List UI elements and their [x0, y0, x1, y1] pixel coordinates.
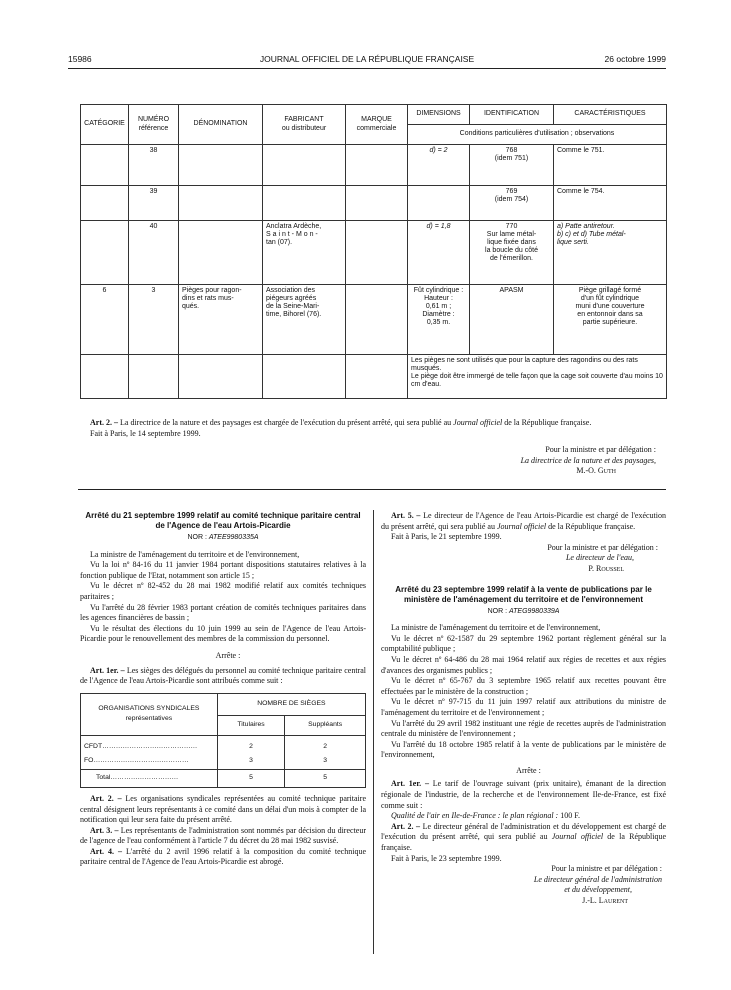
total-row: Total………………………… 5 5	[81, 769, 366, 787]
journal-title: JOURNAL OFFICIEL DE LA RÉPUBLIQUE FRANÇAISE	[259, 54, 475, 64]
header-denomination: DÉNOMINATION	[179, 105, 263, 145]
art2-top: Art. 2. – La directrice de la nature et des paysages est chargée de l'exécution du présent arrêté, qui sera publié au Journal officiel de la République française. Fait à Paris, le 14 septembre 1999. Pour la ministre et par délégation : La directrice de la nature et des paysages, M.-O. Guth	[80, 418, 666, 477]
table-row: 6 3 Pièges pour ragon- dins et rats mus- qués. Association des piégeurs agréés de la Seine-Mari- time, Bihorel (76). Fût cylindrique : Hauteur : 0,61 m ; Diamètre : 0,35 m. APASM Piège grillagé formé d'un fût cylindrique muni d'une couverture en entonnoir dans sa partie supérieure.	[81, 285, 667, 355]
table-row: FO…………………………………… 3 3	[81, 754, 366, 769]
issue-date: 26 octobre 1999	[604, 54, 666, 64]
header-rule	[68, 68, 666, 69]
decree-title-2: Arrêté du 23 septembre 1999 relatif à la vente de publications par le ministère de l'aménagement du territoire et de l'environnement	[395, 584, 652, 604]
header-dimensions: DIMENSIONS	[408, 105, 470, 125]
table-row: 38 d) = 2 768 (idem 751) Comme le 751.	[81, 145, 667, 186]
header-marque: MARQUE commerciale	[346, 105, 408, 145]
header-categorie: CATÉGORIE	[81, 105, 129, 145]
decree-title-1: Arrêté du 21 septembre 1999 relatif au comité technique paritaire central de l'Agence de l'eau Artois-Picardie	[85, 511, 361, 530]
page-header	[68, 54, 666, 68]
fait-date: Fait à Paris, le 14 septembre 1999.	[90, 428, 201, 438]
trap-table	[80, 104, 667, 399]
header-fabricant: FABRICANT ou distributeur	[263, 105, 346, 145]
right-column: Art. 5. – Le directeur de l'Agence de l'eau Artois-Picardie est chargé de l'exécution du présent arrêté, qui sera publié au Journal officiel de la République française. Fait à Paris, le 21 septembre 1999. Pour la ministre et par délégation : Le directeur de l'eau, P. Roussel Arrêté du 23 septembre 1999 relatif à la vente de publications par le ministère de l'aménagement du territoire et de l'environnement NOR : ATEG9980339A La ministre de l'aménagement du territoire et de l'environnement, Vu le décret nº 62-1587 du 29 septembre 1962 portant règlement général sur la comptabilité publique ; Vu le décret nº 64-486 du 28 mai 1964 relatif aux régies de recettes et aux régies d'avances des organismes publics ; Vu le décret nº 65-767 du 3 septembre 1965 relatif aux recettes pouvant être effectuées par le ministère de la construction ; Vu le décret nº 97-715 du 11 juin 1997 relatif aux attributions du ministre de l'aménagement du territoire et de l'environnement ; Vu l'arrêté du 29 avril 1982 instituant une régie de recettes auprès de l'administration centrale du ministère de l'environnement ; Vu l'arrêté du 18 octobre 1985 relatif à la vente de publications par le ministère de l'environnement, Arrête : Art. 1er. – Le tarif de l'ouvrage suivant (prix unitaire), émanant de la direction régionale de l'industrie, de la recherche et de l'environnement Ile-de-France, est fixé comme suit : Qualité de l'air en Ile-de-France : le plan régional : 100 F. Art. 2. – Le directeur général de l'administration et du développement est chargé de l'exécution du présent arrêté, qui sera publié au Journal officiel de la République française. Fait à Paris, le 23 septembre 1999. Pour la ministre et par délégation : Le directeur général de l'administration et du développement, J.-L. Laurent	[381, 511, 667, 905]
page-number: 15986	[68, 54, 92, 64]
seats-table: ORGANISATIONS SYNDICALES représentatives NOMBRE DE SIÈGES Titulaires Suppléants CFDT…………………………………… 2 2 FO…………………………………… 3 3 Total………………………… 5 5	[80, 693, 366, 788]
header-caracteristiques: CARACTÉRISTIQUES	[554, 105, 667, 125]
signature-block: Pour la ministre et par délégation : Le directeur de l'eau, P. Roussel	[547, 542, 658, 573]
signature-block: Pour la ministre et par délégation : La directrice de la nature et des paysages, M.-O. Guth	[520, 445, 656, 476]
section-rule	[78, 489, 666, 490]
header-conditions: Conditions particulières d'utilisation ; observations	[408, 125, 667, 145]
table-row: 39 769 (idem 754) Comme le 754.	[81, 186, 667, 221]
header-identification: IDENTIFICATION	[470, 105, 554, 125]
nor-2: NOR : ATEG9980339A	[487, 607, 560, 615]
nor-1: NOR : ATEE9980335A	[187, 534, 259, 541]
table-row	[81, 355, 667, 399]
column-rule	[373, 510, 374, 954]
table-row: 40 Anclatra Ardèche, S a i n t - M o n - tan (07). d) = 1,8 770 Sur lame métal- lique fixée dans la boucle du côté de l'émerillon. a) Patte antiretour. b) c) et d) Tube métal- lique serti.	[81, 221, 667, 285]
table-row: CFDT…………………………………… 2 2	[81, 735, 366, 754]
signature-block: Pour la ministre et par délégation : Le directeur général de l'administration et du développement, J.-L. Laurent	[533, 864, 662, 905]
observation-cell: Les pièges ne sont utilisés que pour la capture des ragondins ou des rats musqués. Le piège doit être immergé de telle façon que la cage soit couverte d'au moins 10 cm d'eau.	[408, 355, 667, 399]
header-numero: NUMÉRO référence	[129, 105, 179, 145]
left-column: Arrêté du 21 septembre 1999 relatif au comité technique paritaire central de l'Agence de l'eau Artois-Picardie NOR : ATEE9980335A La ministre de l'aménagement du territoire et de l'environnement, Vu la loi nº 84-16 du 11 janvier 1984 portant dispositions statutaires relatives à la fonction publique de l'Etat, notamment son article 15 ; Vu le décret nº 82-452 du 28 mai 1982 modifié relatif aux comités techniques paritaires ; Vu l'arrêté du 28 février 1983 portant création de comités techniques paritaires dans les agences financières de bassin ; Vu le résultat des élections du 10 juin 1999 au sein de l'Agence de l'eau Artois-Picardie pour le renouvellement des membres de la commission du personnel. Arrête : Art. 1er. – Les sièges des délégués du personnel au comité technique paritaire central de l'Agence de l'eau Artois-Picardie sont attribués comme suit : ORGANISATIONS SYNDICALES représentatives NOMBRE DE SIÈGES Titulaires Suppléants CFDT…………………………………… 2 2 FO…………………………………… 3 3 Total………………………… 5 5 Art. 2. – Les organisations syndicales représentées au comité technique paritaire central désignent leurs représentants à ce comité dans un délai d'un mois à compter de la notification qui leur sera faite du présent arrêté. Art. 3. – Les représentants de l'administration sont nommés par décision du directeur de l'agence de l'eau conformément à l'article 7 du décret du 28 mai 1982 susvisé. Art. 4. – L'arrêté du 2 avril 1996 relatif à la composition du comité technique paritaire central de l'Agence de l'eau Artois-Picardie est abrogé.	[80, 511, 367, 867]
